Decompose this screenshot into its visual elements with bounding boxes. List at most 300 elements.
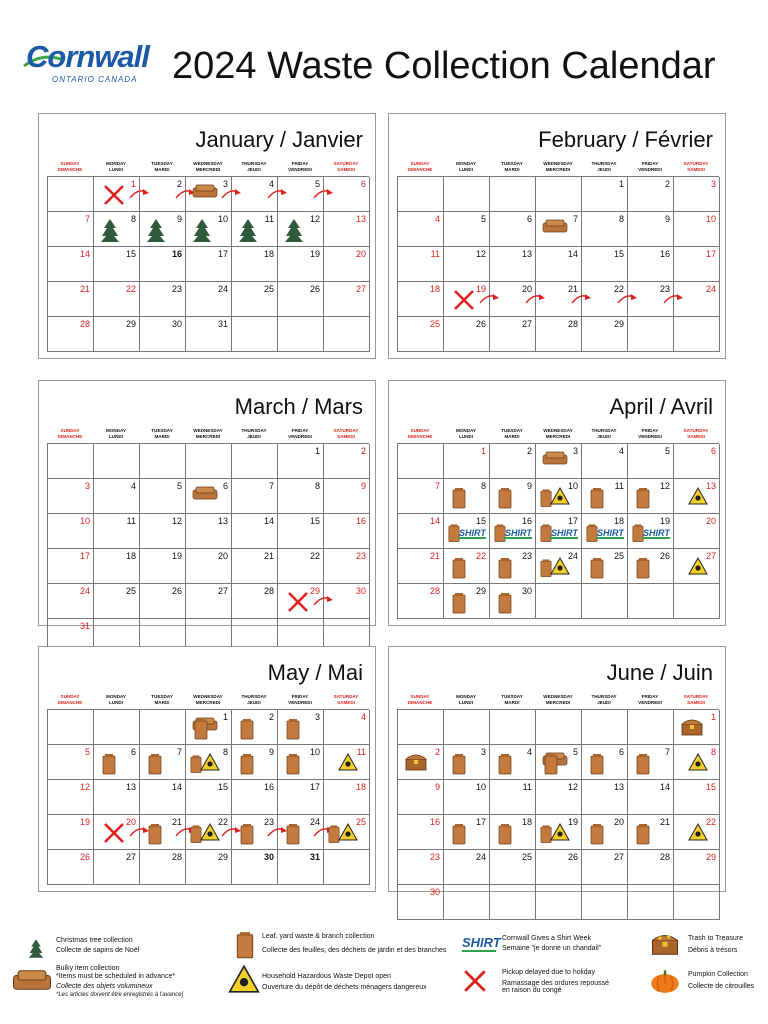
weekday-label [397, 694, 443, 707]
weekday-label [581, 428, 627, 441]
arrow-icon [128, 824, 150, 838]
day-cell [278, 780, 324, 815]
day-number: 27 [125, 852, 136, 862]
day-cell [324, 479, 370, 514]
day-number: 23 [171, 284, 182, 294]
month-title: June / Juin [606, 660, 713, 685]
day-cell [278, 444, 324, 479]
day-cell [186, 212, 232, 247]
day-number: 19 [79, 817, 90, 827]
day-cell [536, 549, 582, 584]
weekday-fr: SAMEDI [337, 166, 355, 172]
day-cell [140, 710, 186, 745]
weekday-label [185, 161, 231, 174]
day-cell [48, 514, 94, 549]
weekday-label [627, 161, 673, 174]
weekday-label [535, 428, 581, 441]
day-number: 29 [217, 852, 228, 862]
day-cell [674, 282, 720, 317]
day-cell [628, 479, 674, 514]
weekday-en: THURSDAY [241, 694, 267, 700]
day-number: 7 [176, 747, 182, 757]
day-number: 2 [268, 712, 274, 722]
day-number: 26 [475, 319, 486, 329]
day-number: 20 [613, 817, 624, 827]
day-cell [444, 780, 490, 815]
day-cell [582, 212, 628, 247]
weekday-en: TUESDAY [501, 428, 523, 434]
month-title: May / Mai [267, 660, 363, 685]
day-cell [536, 177, 582, 212]
day-number: 14 [659, 782, 670, 792]
day-cell [48, 710, 94, 745]
leaf-bag-icon [102, 753, 116, 775]
day-number: 18 [429, 284, 440, 294]
day-cell [140, 780, 186, 815]
weekday-fr: VENDREDI [638, 433, 662, 439]
day-cell [444, 885, 490, 920]
day-number: 8 [710, 747, 716, 757]
day-number: 17 [475, 817, 486, 827]
legend-delay-en: Pickup delayed due to holiday [502, 969, 596, 976]
month-1 [388, 113, 726, 359]
day-cell [444, 745, 490, 780]
legend-haz-en: Household Hazardous Waste Depot open [262, 973, 391, 980]
weekday-en: SATURDAY [683, 161, 709, 167]
day-cell [232, 710, 278, 745]
weekday-en: MONDAY [456, 161, 476, 167]
weekday-en: FRIDAY [291, 428, 309, 434]
day-cell [186, 479, 232, 514]
day-cell [536, 212, 582, 247]
weekday-fr: DIMANCHE [407, 166, 433, 172]
day-cell [140, 745, 186, 780]
weekday-fr: VENDREDI [288, 433, 312, 439]
day-cell [140, 247, 186, 282]
weekday-label [443, 161, 489, 174]
legend-pumpkin-fr: Collecte de citrouilles [688, 983, 755, 990]
day-number: 5 [572, 747, 578, 757]
weekday-en: MONDAY [456, 694, 476, 700]
day-cell [536, 710, 582, 745]
weekday-header [47, 161, 369, 175]
weekday-label [581, 161, 627, 174]
day-number: 17 [567, 516, 578, 526]
day-cell [48, 212, 94, 247]
arrow-icon [616, 291, 638, 305]
day-number: 30 [355, 586, 366, 596]
weekday-label [93, 428, 139, 441]
tree-icon [100, 218, 120, 244]
month-grid [47, 709, 369, 885]
weekday-fr: MARDI [504, 433, 520, 439]
day-cell [582, 317, 628, 352]
day-number: 3 [710, 179, 716, 189]
day-cell [398, 212, 444, 247]
day-number: 13 [521, 249, 532, 259]
arrow-icon [478, 291, 500, 305]
day-number: 29 [613, 319, 624, 329]
weekday-fr: DIMANCHE [407, 433, 433, 439]
hazard-icon [200, 753, 220, 771]
day-number: 23 [521, 551, 532, 561]
day-number: 3 [314, 712, 320, 722]
day-cell [582, 549, 628, 584]
day-number: 11 [264, 214, 274, 224]
day-number: 15 [613, 249, 624, 259]
leaf-bag-icon [452, 557, 466, 579]
day-number: 13 [355, 214, 366, 224]
weekday-fr: MERCREDI [195, 699, 221, 705]
leaf-bag-icon [590, 557, 604, 579]
day-number: 8 [314, 481, 320, 491]
weekday-en: MONDAY [456, 428, 476, 434]
day-cell [94, 710, 140, 745]
arrow-icon [220, 186, 242, 200]
day-number: 14 [567, 249, 578, 259]
day-cell [232, 745, 278, 780]
weekday-label [47, 161, 93, 174]
day-number: 8 [618, 214, 624, 224]
day-number: 12 [475, 249, 486, 259]
day-number: 25 [355, 817, 366, 827]
weekday-fr: VENDREDI [288, 166, 312, 172]
day-number: 16 [355, 516, 366, 526]
arrow-icon [312, 593, 334, 607]
weekday-fr: MERCREDI [545, 166, 571, 172]
weekday-label [47, 428, 93, 441]
leaf-bag-icon [240, 823, 254, 845]
day-number: 9 [268, 747, 274, 757]
weekday-fr: SAMEDI [337, 433, 355, 439]
month-title: January / Janvier [195, 127, 363, 152]
svg-text:SHIRT: SHIRT [551, 528, 578, 538]
day-number: 27 [613, 852, 624, 862]
day-number: 11 [430, 249, 440, 259]
day-cell [232, 282, 278, 317]
day-cell [536, 584, 582, 619]
day-number: 10 [217, 214, 228, 224]
day-cell [628, 444, 674, 479]
month-title: February / Février [538, 127, 713, 152]
weekday-fr: DIMANCHE [57, 433, 83, 439]
day-cell [398, 885, 444, 920]
day-cell [232, 212, 278, 247]
day-cell [324, 444, 370, 479]
day-number: 30 [521, 586, 532, 596]
weekday-label [323, 428, 369, 441]
leaf-bag-icon [452, 592, 466, 614]
leaf-bag-icon [590, 753, 604, 775]
day-cell [324, 177, 370, 212]
arrow-icon [266, 186, 288, 200]
day-cell [140, 549, 186, 584]
weekday-label [489, 161, 535, 174]
day-cell [94, 584, 140, 619]
day-number: 28 [263, 586, 274, 596]
weekday-en: WEDNESDAY [543, 428, 573, 434]
day-number: 3 [84, 481, 90, 491]
day-number: 30 [429, 887, 440, 897]
day-number: 25 [613, 551, 624, 561]
day-number: 14 [263, 516, 274, 526]
day-number: 24 [567, 551, 578, 561]
day-number: 2 [176, 179, 182, 189]
weekday-fr: SAMEDI [337, 699, 355, 705]
day-number: 15 [475, 516, 486, 526]
day-cell [398, 282, 444, 317]
day-cell [48, 584, 94, 619]
day-cell [186, 710, 232, 745]
day-number: 22 [705, 817, 716, 827]
weekday-en: SATURDAY [683, 428, 709, 434]
leaf-bag-icon [236, 930, 254, 960]
day-number: 22 [125, 284, 136, 294]
day-cell [94, 745, 140, 780]
day-number: 10 [705, 214, 716, 224]
day-cell [48, 745, 94, 780]
arrow-icon [312, 186, 334, 200]
weekday-fr: MARDI [504, 699, 520, 705]
day-cell [48, 247, 94, 282]
day-number: 15 [309, 516, 320, 526]
day-cell [324, 815, 370, 850]
day-number: 27 [521, 319, 532, 329]
day-number: 26 [309, 284, 320, 294]
weekday-fr: DIMANCHE [57, 166, 83, 172]
day-cell [398, 317, 444, 352]
weekday-label [535, 161, 581, 174]
day-number: 26 [171, 586, 182, 596]
day-number: 1 [710, 712, 716, 722]
day-cell [582, 885, 628, 920]
day-number: 2 [434, 747, 440, 757]
day-cell [490, 549, 536, 584]
day-cell [674, 710, 720, 745]
day-number: 18 [613, 516, 624, 526]
day-number: 7 [434, 481, 440, 491]
day-cell [324, 247, 370, 282]
day-number: 8 [222, 747, 228, 757]
day-cell [324, 549, 370, 584]
day-cell [490, 710, 536, 745]
day-number: 28 [429, 586, 440, 596]
day-cell [232, 584, 278, 619]
day-number: 9 [434, 782, 440, 792]
day-number: 1 [480, 446, 486, 456]
day-number: 21 [659, 817, 670, 827]
day-cell [48, 282, 94, 317]
day-number: 1 [222, 712, 228, 722]
day-cell [398, 584, 444, 619]
day-cell [628, 247, 674, 282]
weekday-fr: DIMANCHE [407, 699, 433, 705]
month-grid [47, 176, 369, 352]
day-number: 4 [268, 179, 274, 189]
page-title: 2024 Waste Collection Calendar [172, 45, 716, 87]
pumpkin-icon [650, 968, 680, 994]
weekday-en: THURSDAY [591, 161, 617, 167]
weekday-label [139, 428, 185, 441]
day-cell [278, 282, 324, 317]
arrow-icon [570, 291, 592, 305]
svg-text:SHIRT: SHIRT [505, 528, 532, 538]
weekday-en: FRIDAY [641, 428, 659, 434]
day-number: 15 [705, 782, 716, 792]
day-cell [536, 780, 582, 815]
day-number: 5 [84, 747, 90, 757]
day-cell [490, 745, 536, 780]
weekday-label [277, 694, 323, 707]
day-number: 14 [79, 249, 90, 259]
tree-icon [28, 934, 44, 964]
weekday-header [397, 161, 719, 175]
leaf-bag-icon [636, 557, 650, 579]
leaf-bag-icon [498, 487, 512, 509]
day-cell [140, 479, 186, 514]
day-number: 7 [572, 214, 578, 224]
weekday-fr: VENDREDI [288, 699, 312, 705]
weekday-label [139, 694, 185, 707]
weekday-en: THURSDAY [591, 428, 617, 434]
weekday-header [47, 694, 369, 708]
weekday-label [93, 694, 139, 707]
weekday-en: THURSDAY [591, 694, 617, 700]
day-cell [444, 710, 490, 745]
weekday-fr: MARDI [154, 699, 170, 705]
day-number: 6 [526, 214, 532, 224]
day-cell [582, 584, 628, 619]
weekday-label [489, 694, 535, 707]
day-number: 6 [360, 179, 366, 189]
day-number: 16 [263, 782, 274, 792]
month-4 [38, 646, 376, 892]
day-cell [398, 514, 444, 549]
weekday-label [535, 694, 581, 707]
day-number: 12 [309, 214, 320, 224]
day-cell [278, 247, 324, 282]
day-number: 29 [125, 319, 136, 329]
day-cell [444, 815, 490, 850]
day-cell [444, 514, 490, 549]
day-cell [398, 549, 444, 584]
leaf-bag-icon [148, 823, 162, 845]
day-cell [232, 444, 278, 479]
day-number: 4 [130, 481, 136, 491]
leaf-bag-icon [498, 823, 512, 845]
weekday-fr: LUNDI [458, 433, 474, 439]
day-number: 25 [263, 284, 274, 294]
shirt-logo-icon [504, 526, 532, 540]
day-cell [48, 479, 94, 514]
day-number: 23 [659, 284, 670, 294]
day-number: 16 [521, 516, 532, 526]
weekday-fr: MERCREDI [545, 699, 571, 705]
weekday-en: TUESDAY [501, 161, 523, 167]
weekday-fr: LUNDI [108, 433, 124, 439]
day-cell [444, 247, 490, 282]
day-number: 17 [79, 551, 90, 561]
day-cell [674, 212, 720, 247]
day-cell [140, 444, 186, 479]
day-cell [324, 317, 370, 352]
day-number: 6 [222, 481, 228, 491]
weekday-en: WEDNESDAY [193, 428, 223, 434]
treasure-chest-icon [650, 930, 680, 956]
day-number: 13 [125, 782, 136, 792]
day-number: 20 [217, 551, 228, 561]
month-grid [397, 176, 719, 352]
day-number: 19 [567, 817, 578, 827]
day-number: 25 [125, 586, 136, 596]
day-number: 20 [521, 284, 532, 294]
weekday-label [231, 694, 277, 707]
day-number: 18 [263, 249, 274, 259]
logo-sub: ONTARIO CANADA [52, 75, 138, 84]
day-number: 27 [705, 551, 716, 561]
day-cell [582, 710, 628, 745]
day-number: 4 [434, 214, 440, 224]
day-number: 3 [572, 446, 578, 456]
day-number: 17 [217, 249, 228, 259]
day-number: 8 [130, 214, 136, 224]
day-cell [398, 177, 444, 212]
day-cell [140, 282, 186, 317]
leaf-bag-icon [636, 823, 650, 845]
day-cell [398, 479, 444, 514]
weekday-label [47, 694, 93, 707]
day-number: 2 [526, 446, 532, 456]
day-cell [94, 282, 140, 317]
day-cell [398, 444, 444, 479]
day-number: 7 [268, 481, 274, 491]
day-number: 6 [130, 747, 136, 757]
day-number: 24 [309, 817, 320, 827]
weekday-fr: LUNDI [108, 699, 124, 705]
day-cell [490, 444, 536, 479]
month-grid [47, 443, 369, 654]
day-cell [232, 247, 278, 282]
leaf-bag-icon [636, 487, 650, 509]
weekday-en: SUNDAY [60, 161, 80, 167]
day-cell [674, 479, 720, 514]
day-cell [536, 850, 582, 885]
sofa-icon [192, 183, 218, 199]
day-number: 1 [130, 179, 136, 189]
day-cell [94, 549, 140, 584]
day-cell [94, 850, 140, 885]
hazard-icon [688, 753, 708, 771]
day-number: 24 [475, 852, 486, 862]
day-cell [48, 317, 94, 352]
day-cell [140, 514, 186, 549]
day-number: 29 [309, 586, 320, 596]
leaf-bag-icon [452, 487, 466, 509]
day-number: 13 [217, 516, 228, 526]
day-number: 2 [360, 446, 366, 456]
day-cell [674, 850, 720, 885]
day-cell [324, 282, 370, 317]
day-number: 18 [125, 551, 136, 561]
weekday-en: MONDAY [106, 428, 126, 434]
day-cell [324, 850, 370, 885]
day-number: 21 [429, 551, 440, 561]
day-cell [490, 885, 536, 920]
weekday-label [627, 428, 673, 441]
day-cell [278, 479, 324, 514]
day-cell [628, 815, 674, 850]
day-cell [324, 514, 370, 549]
